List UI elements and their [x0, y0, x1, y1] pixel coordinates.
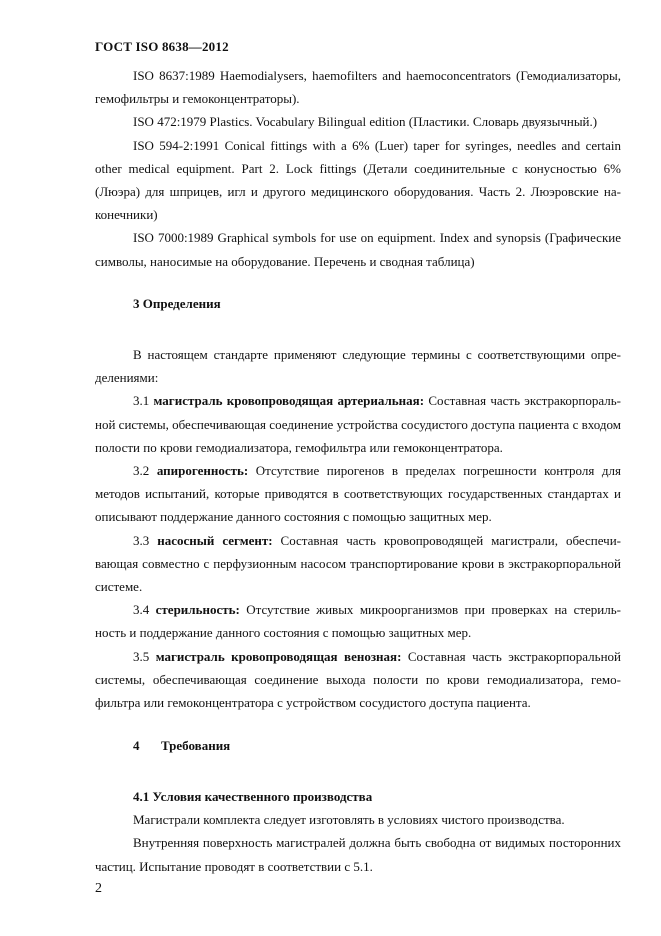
document-header: ГОСТ ISO 8638—2012 [95, 39, 229, 54]
definition-item [95, 529, 621, 599]
definition-text: Отсутствие живых микроорганизмов при проверках на стерильность и поддержание данного состояния с помощью защитных мер. [95, 602, 622, 641]
definition-number: 3.2 [133, 463, 150, 479]
definition-term: насосный сегмент: [157, 532, 273, 548]
definition-term: магистраль кровопроводящая артериальная: [153, 393, 425, 409]
section-4-heading [133, 738, 230, 754]
definition-term: апирогенность: [156, 463, 249, 479]
definition-text: Отсутствие пирогенов в пределах погрешности контроля для методов испытаний, которые приводятся в соответствующих государственных стандартах и описывают поддержание данного состояния с помощью защитных мер. [95, 463, 621, 525]
definition-item [95, 459, 621, 529]
subsection-paragraph: Магистрали комплекта следует изготовлять в условиях чистого производства. [133, 812, 565, 828]
section-4-number: 4 [133, 738, 140, 753]
definition-item [95, 598, 621, 644]
definition-term: стерильность: [155, 602, 240, 618]
subsection-4-1-heading: 4.1 Условия качественного производства [133, 789, 373, 804]
definition-number: 3.4 [133, 602, 150, 618]
definitions-intro: В настоящем стандарте применяют следующие термины с соответствующими определениями: [95, 347, 621, 386]
page-number: 2 [95, 881, 102, 896]
definition-number: 3.1 [133, 393, 150, 409]
definition-term: магистраль кровопроводящая венозная: [155, 648, 402, 664]
definition-item [95, 389, 621, 459]
references-list [95, 64, 621, 273]
definition-text: Составная часть кровопроводящей магистрали, обеспечивающая совместно с перфузионным насосом транспортирование крови в экстракорпоральной системе. [95, 532, 622, 595]
definition-text: Составная часть экстракорпоральной системы, обеспечивающая соединение устройства сосудистого доступа пациента с входом полости по крови гемодиализатора, гемофильтра или гемоконцентратора. [95, 393, 621, 455]
subsection-4-1 [95, 785, 621, 878]
definitions-block [95, 343, 621, 714]
definition-number: 3.5 [133, 648, 150, 664]
reference-item: ISO 594-2:1991 Conical fittings with a 6% (Luer) taper for syringes, needles and certain other medical equipment. Part 2. Lock fittings (Детали соединительные с конусностью 6% (Люэра) для шприцев, игл и другого медицинского оборудования. Часть 2. Люэровские наконечники) [95, 137, 621, 223]
section-4-title: Требования [161, 738, 231, 753]
definition-item [95, 645, 621, 715]
subsection-paragraph: Внутренняя поверхность магистралей должна быть свободна от видимых посторонних частиц. Испытание проводят в соответствии с 5.1. [95, 835, 621, 874]
definition-text: Составная часть экстракорпоральной системы, обеспечивающая соединение выхода полости по крови гемодиализатора, гемофильтра или гемоконцентратора с устройством сосудистого доступа пациента. [95, 648, 621, 711]
section-3-heading: 3 Определения [133, 296, 221, 311]
reference-item: ISO 7000:1989 Graphical symbols for use on equipment. Index and synopsis (Графические символы, наносимые на оборудование. Перечень и сводная таблица) [95, 230, 621, 269]
reference-item: ISO 8637:1989 Haemodialysers, haemofilters and haemoconcentrators (Гемодиализаторы, гемофильтры и гемоконцентраторы). [95, 68, 621, 107]
definition-number: 3.3 [133, 532, 150, 548]
reference-item: ISO 472:1979 Plastics. Vocabulary Bilingual edition (Пластики. Словарь двуязычный.) [133, 114, 598, 130]
